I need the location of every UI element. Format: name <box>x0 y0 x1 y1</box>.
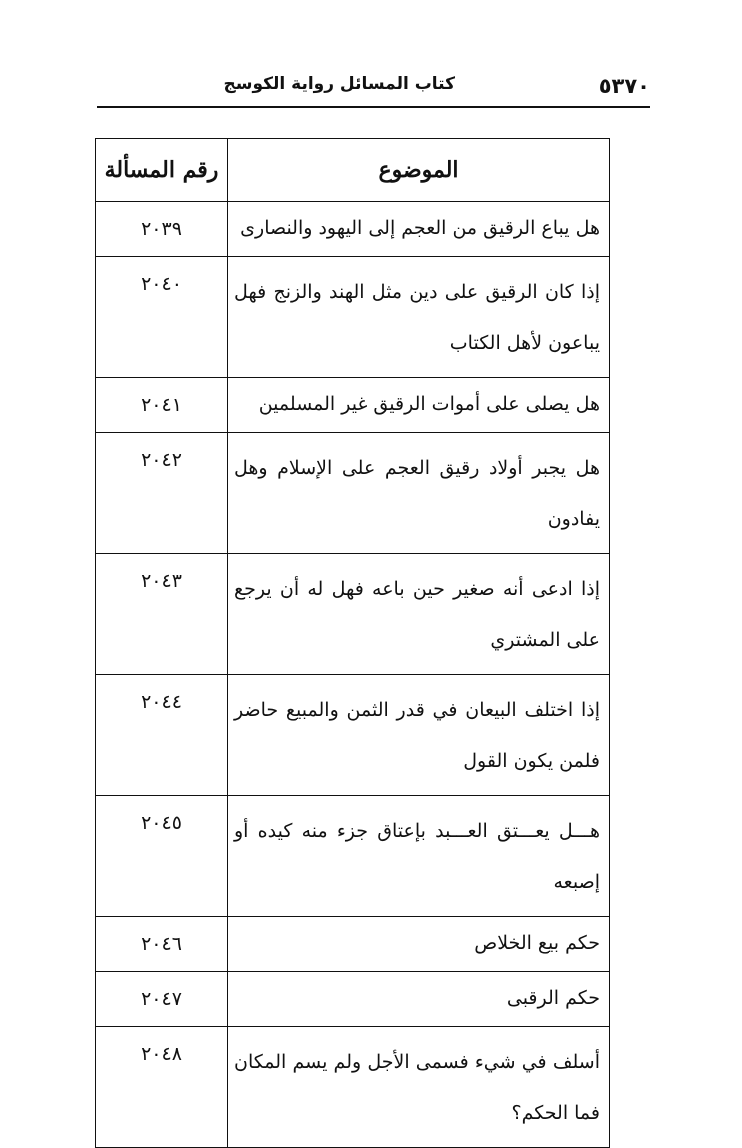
topic-cell: هل يباع الرقيق من العجم إلى اليهود والنصارى <box>228 202 610 257</box>
number-cell: ٢٠٤٤ <box>96 675 228 796</box>
number-cell: ٢٠٤٥ <box>96 796 228 917</box>
number-cell: ٢٠٣٩ <box>96 202 228 257</box>
number-cell: ٢٠٤٦ <box>96 917 228 972</box>
number-cell: ٢٠٤٨ <box>96 1027 228 1148</box>
table-row <box>96 796 610 917</box>
book-title: كتاب المسائل رواية الكوسج <box>223 74 455 94</box>
number-cell: ٢٠٤٢ <box>96 433 228 554</box>
topic-cell: هل يجبر أولاد رقيق العجم على الإسلام وهل يفادون <box>228 433 610 554</box>
table-row <box>96 378 610 433</box>
table-row <box>96 972 610 1027</box>
topic-cell: هل يصلى على أموات الرقيق غير المسلمين <box>228 378 610 433</box>
table-row <box>96 675 610 796</box>
number-cell: ٢٠٤٠ <box>96 257 228 378</box>
topic-cell: إذا ادعى أنه صغير حين باعه فهل له أن يرجع على المشتري <box>228 554 610 675</box>
topic-cell: حكم بيع الخلاص <box>228 917 610 972</box>
topic-cell: هـــل يعـــتق العـــبد بإعتاق جزء منه كيده أو إصبعه <box>228 796 610 917</box>
topic-cell: إذا كان الرقيق على دين مثل الهند والزنج فهل يباعون لأهل الكتاب <box>228 257 610 378</box>
number-cell: ٢٠٤٧ <box>96 972 228 1027</box>
page-number: ٥٣٧٠ <box>598 74 650 98</box>
index-table <box>95 138 610 1148</box>
header-topic: الموضوع <box>228 139 610 202</box>
table-row <box>96 554 610 675</box>
header-number: رقم المسألة <box>96 139 228 202</box>
table-row <box>96 257 610 378</box>
topic-cell: أسلف في شيء فسمى الأجل ولم يسم المكان فما الحكم؟ <box>228 1027 610 1148</box>
topic-cell: حكم الرقبى <box>228 972 610 1027</box>
table-row <box>96 433 610 554</box>
table-header-row <box>96 139 610 202</box>
topic-cell: إذا اختلف البيعان في قدر الثمن والمبيع حاضر فلمن يكون القول <box>228 675 610 796</box>
page-header <box>97 72 650 108</box>
number-cell: ٢٠٤٣ <box>96 554 228 675</box>
table-row <box>96 917 610 972</box>
number-cell: ٢٠٤١ <box>96 378 228 433</box>
table-row <box>96 202 610 257</box>
table-row <box>96 1027 610 1148</box>
